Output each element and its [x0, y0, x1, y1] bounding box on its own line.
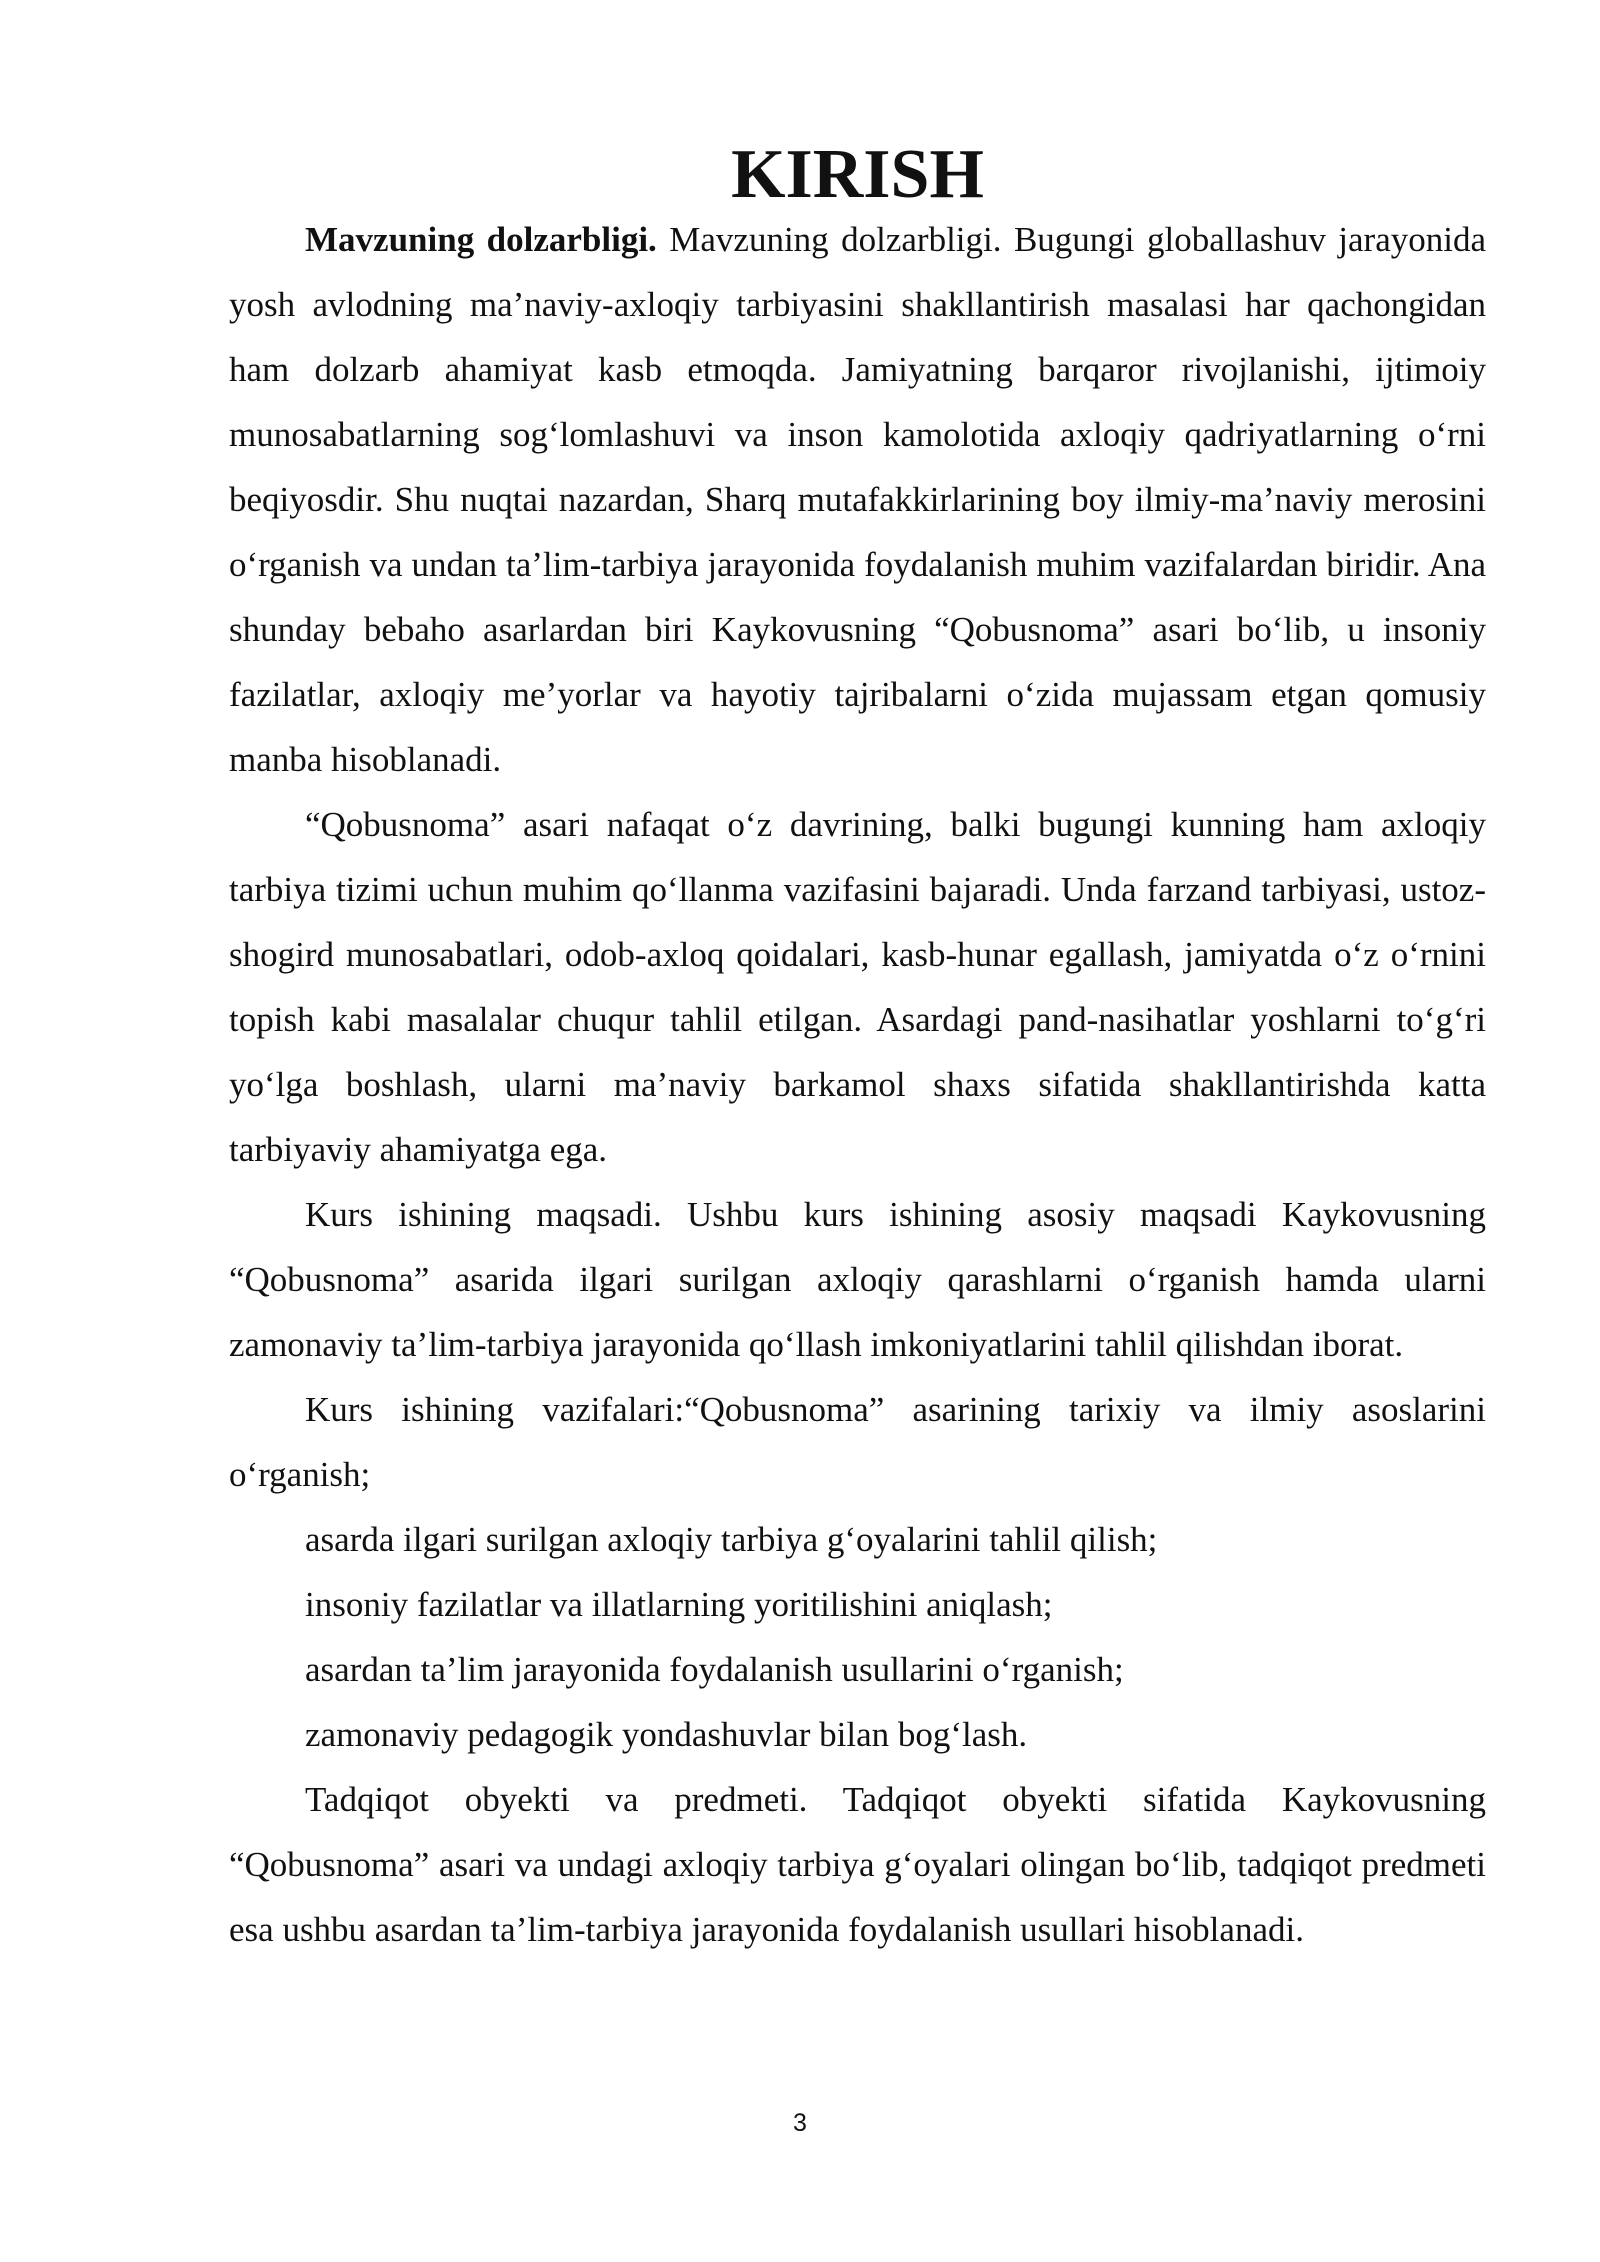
paragraph-qobusnoma: “Qobusnoma” asari nafaqat o‘z davrining, balki bugungi kunning ham axloqiy tarbiya tizimi uchun muhim qo‘llanma vazifasini bajaradi. Unda farzand tarbiyasi, ustoz-shogird munosabatlari, odob-axloq qoidalari, kasb-hunar egallash, jamiyatda o‘z o‘rnini topish kabi masalalar chuqur tahlil etilgan. Asardagi pand-nasihatlar yoshlarni to‘g‘ri yo‘lga boshlash, ularni ma’naviy barkamol shaxs sifatida shakllantirishda katta tarbiyaviy ahamiyatga ega.: [229, 805, 1486, 1169]
paragraph-tasks: Kurs ishining vazifalari:“Qobusnoma” asarining tarixiy va ilmiy asoslarini o‘rganish;: [229, 1390, 1486, 1494]
paragraph-object-subject: Tadqiqot obyekti va predmeti. Tadqiqot obyekti sifatida Kaykovusning “Qobusnoma” asari va undagi axloqiy tarbiya g‘oyalari olingan bo‘lib, tadqiqot predmeti esa ushbu asardan ta’lim-tarbiya jarayonida foydalanish usullari hisoblanadi.: [229, 1780, 1486, 1949]
page-number: 3: [793, 2109, 807, 2137]
paragraph-goal: Kurs ishining maqsadi. Ushbu kurs ishining asosiy maqsadi Kaykovusning “Qobusnoma” asarida ilgari surilgan axloqiy qarashlarni o‘rganish hamda ularni zamonaviy ta’lim-tarbiya jarayonida qo‘llash imkoniyatlarini tahlil qilishdan iborat.: [229, 1195, 1486, 1364]
relevance-lead: Mavzuning dolzarbligi.: [305, 220, 657, 259]
task-item: zamonaviy pedagogik yondashuvlar bilan bog‘lash.: [305, 1715, 1028, 1754]
relevance-text: Mavzuning dolzarbligi. Bugungi globallashuv jarayonida yosh avlodning ma’naviy-axloqiy tarbiyasini shakllantirish masalasi har qachongidan ham dolzarb ahamiyat kasb etmoqda. Jamiyatning barqaror rivojlanishi, ijtimoiy munosabatlarning sog‘lomlashuvi va inson kamolotida axloqiy qadriyatlarning o‘rni beqiyosdir. Shu nuqtai nazardan, Sharq mutafakkirlarining boy ilmiy-ma’naviy merosini o‘rganish va undan ta’lim-tarbiya jarayonida foydalanish muhim vazifalardan biridir. Ana shunday bebaho asarlardan biri Kaykovusning “Qobusnoma” asari bo‘lib, u insoniy fazilatlar, axloqiy me’yorlar va hayotiy tajribalarni o‘zida mujassam etgan qomusiy manba hisoblanadi.: [229, 220, 1486, 779]
task-item: asardan ta’lim jarayonida foydalanish usullarini o‘rganish;: [305, 1650, 1124, 1689]
task-item: insoniy fazilatlar va illatlarning yoritilishini aniqlash;: [305, 1585, 1053, 1624]
task-item: asarda ilgari surilgan axloqiy tarbiya g‘oyalarini tahlil qilish;: [305, 1520, 1158, 1559]
paragraph-relevance: [229, 207, 1486, 792]
page-body: [229, 136, 1486, 1962]
section-heading: KIRISH: [731, 136, 984, 213]
